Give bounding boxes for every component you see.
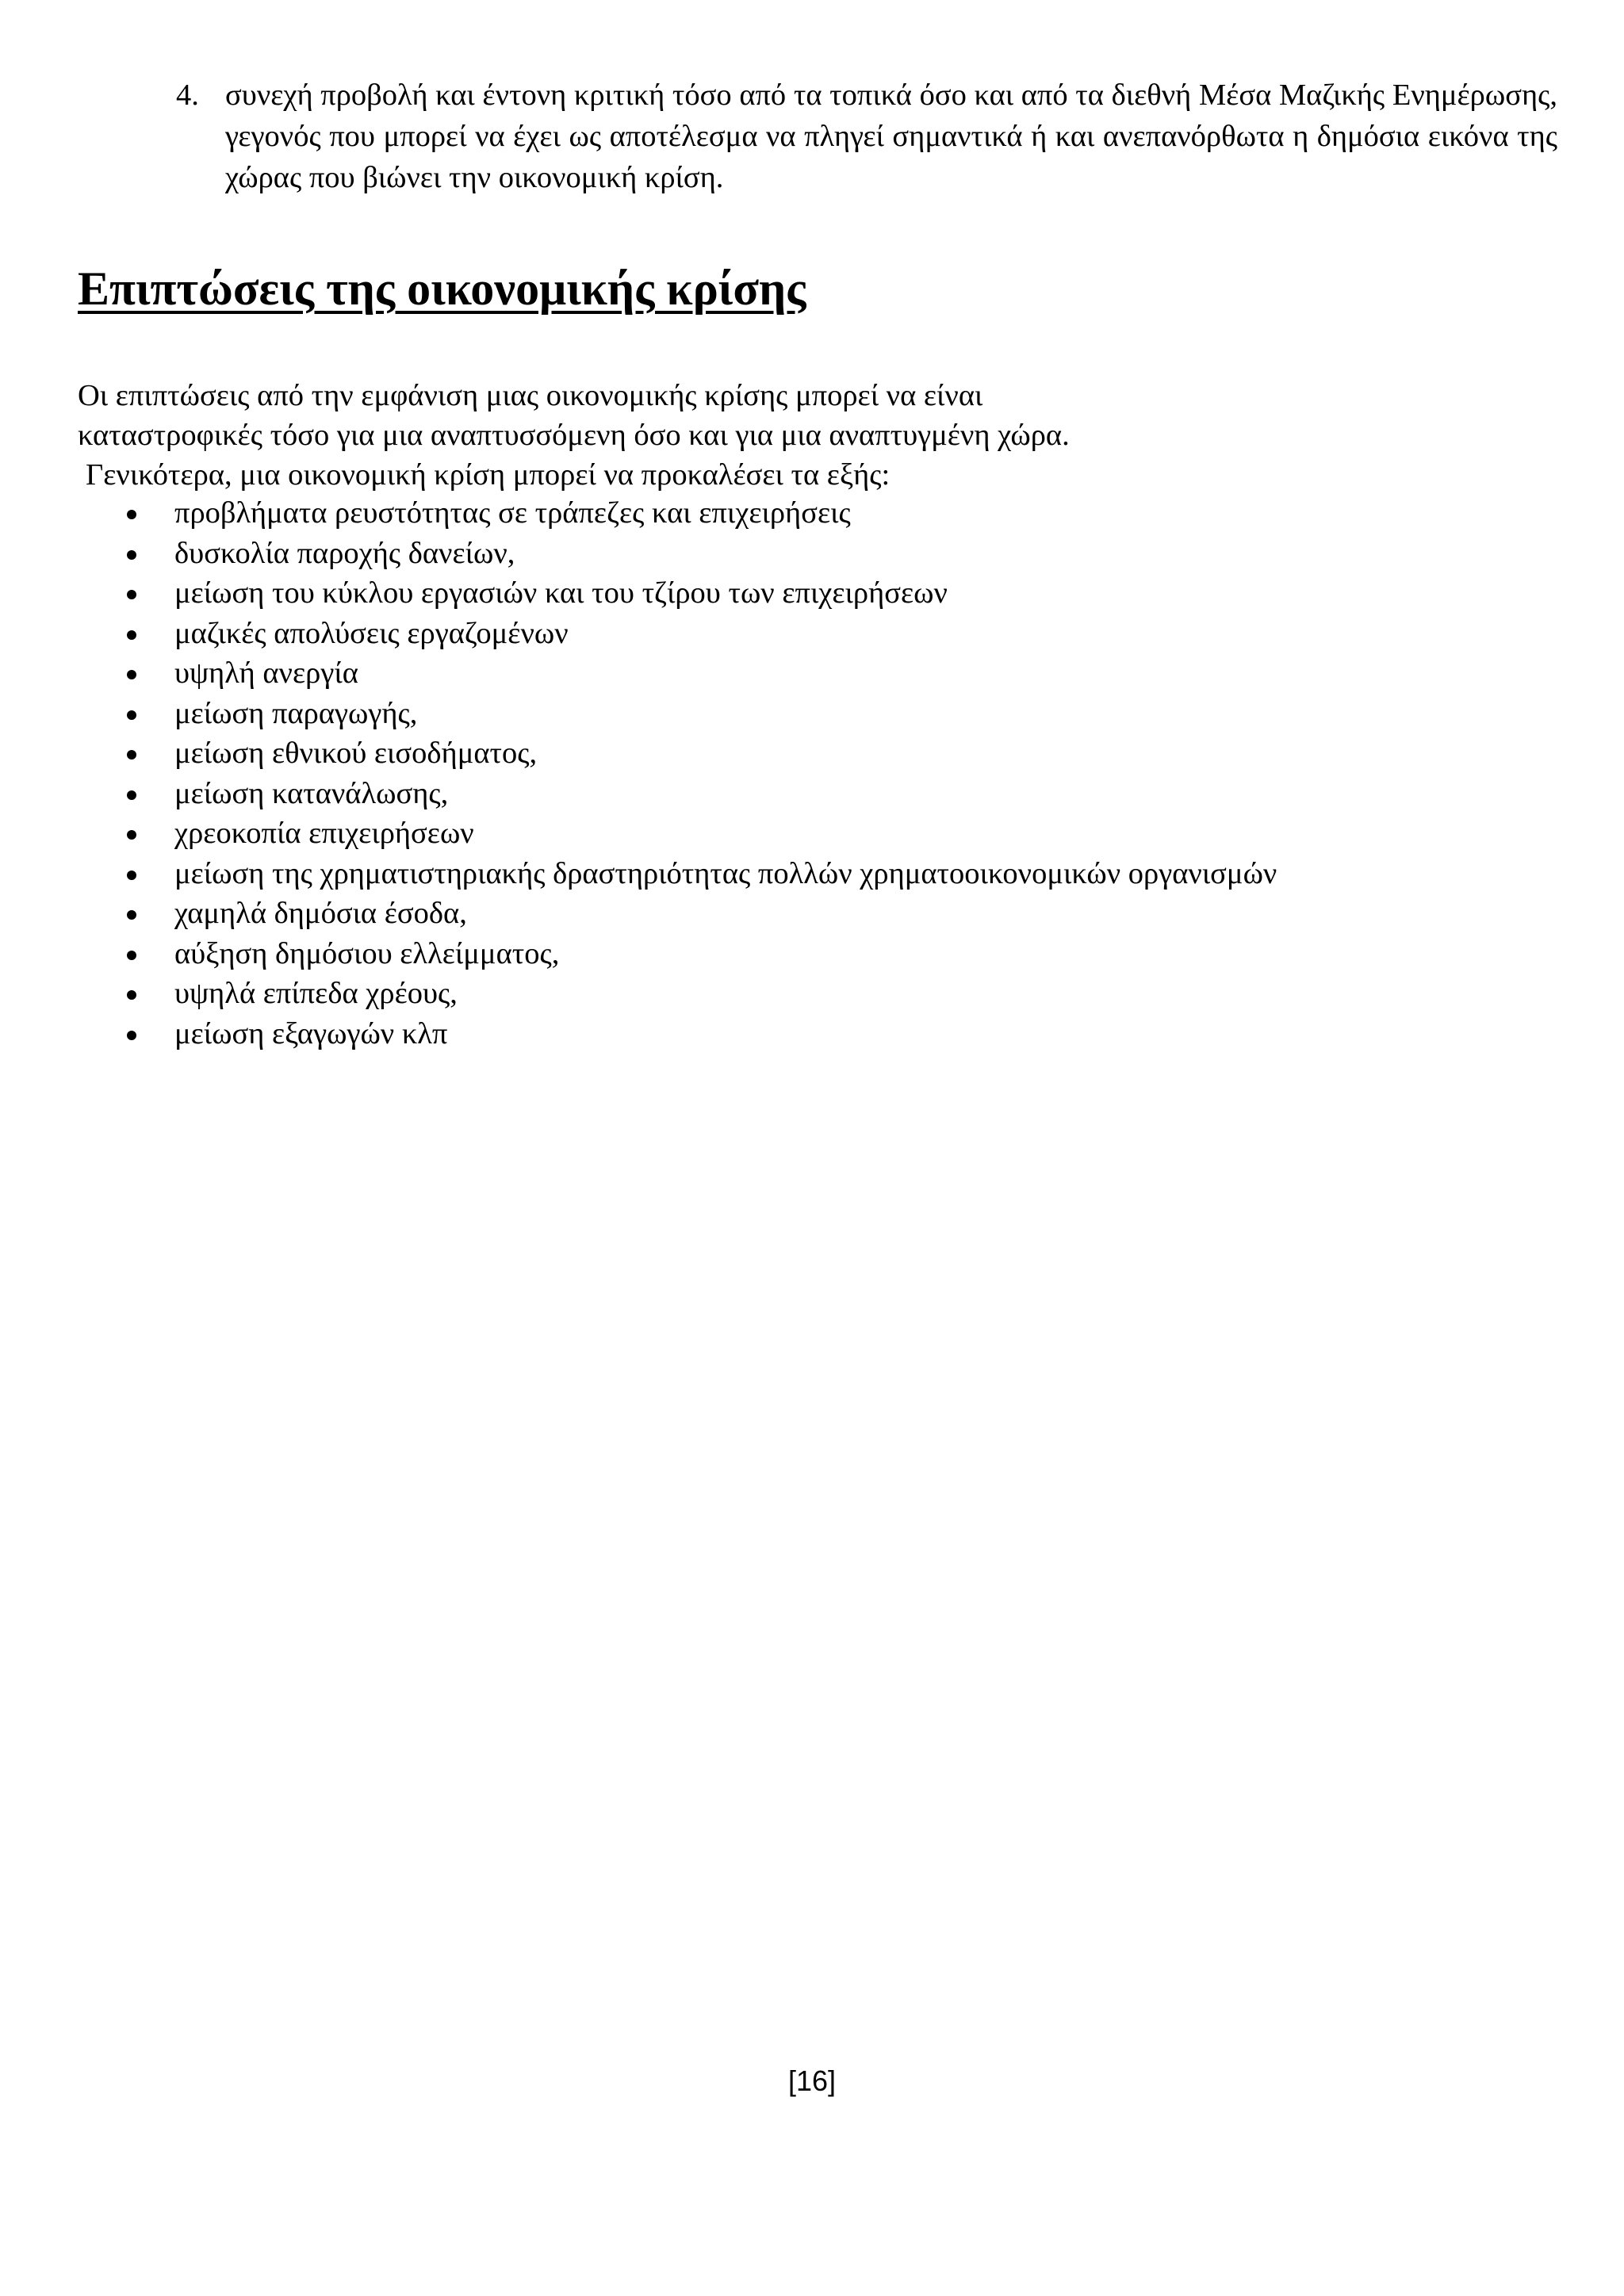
bullet-item: [119, 774, 1277, 814]
list-item-text: συνεχή προβολή και έντονη κριτική τόσο από τα τοπικά όσο και από τα διεθνή Μέσα Μαζικής Ενημέρωσης, γεγονός που μπορεί να έχει ως αποτέλεσμα να πληγεί σημαντικά ή και ανεπανόρθωτα η δημόσια εικόνα της χώρας που βιώνει την οικονομική κρίση.: [225, 78, 1557, 194]
bullet-icon: [127, 1031, 136, 1040]
bullet-text: μείωση κατανάλωσης,: [174, 776, 449, 810]
bullet-item: [119, 694, 1277, 734]
bullet-list: [119, 493, 1277, 1054]
bullet-icon: [127, 790, 136, 800]
list-item-number: 4.: [176, 78, 199, 112]
page-number: [16]: [787, 2064, 837, 2097]
bullet-icon: [127, 750, 136, 760]
section-heading: Επιπτώσεις της οικονομικής κρίσης: [78, 262, 806, 315]
bullet-text: υψηλή ανεργία: [174, 656, 358, 690]
bullet-icon: [127, 670, 136, 679]
numbered-list-item: [176, 75, 1557, 198]
bullet-item: [119, 894, 1277, 934]
intro-paragraph: [78, 376, 1568, 495]
bullet-item: [119, 493, 1277, 534]
bullet-text: χρεοκοπία επιχειρήσεων: [174, 817, 474, 850]
bullet-icon: [127, 910, 136, 920]
bullet-text: προβλήματα ρευστότητας σε τράπεζες και επιχειρήσεις: [174, 496, 851, 530]
bullet-item: [119, 813, 1277, 854]
bullet-icon: [127, 550, 136, 560]
bullet-text: μείωση παραγωγής,: [174, 696, 418, 730]
bullet-text: υψηλά επίπεδα χρέους,: [174, 977, 458, 1010]
bullet-item: [119, 653, 1277, 694]
bullet-item: [119, 1014, 1277, 1054]
bullet-text: δυσκολία παροχής δανείων,: [174, 536, 515, 570]
bullet-text: μείωση εθνικού εισοδήματος,: [174, 737, 538, 770]
bullet-icon: [127, 871, 136, 880]
bullet-icon: [127, 710, 136, 720]
bullet-item: [119, 854, 1277, 894]
intro-line: Οι επιπτώσεις από την εμφάνιση μιας οικονομικής κρίσης μπορεί να είναι: [78, 379, 983, 412]
bullet-text: μαζικές απολύσεις εργαζομένων: [174, 616, 569, 650]
bullet-text: μείωση του κύκλου εργασιών και του τζίρου των επιχειρήσεων: [174, 576, 948, 610]
bullet-item: [119, 534, 1277, 574]
bullet-item: [119, 573, 1277, 614]
bullet-icon: [127, 990, 136, 1000]
bullet-icon: [127, 510, 136, 519]
bullet-icon: [127, 590, 136, 599]
bullet-item: [119, 934, 1277, 974]
bullet-text: μείωση της χρηματιστηριακής δραστηριότητας πολλών χρηματοοικονομικών οργανισμών: [174, 856, 1277, 890]
bullet-icon: [127, 951, 136, 960]
intro-line: καταστροφικές τόσο για μια αναπτυσσόμενη όσο και για μια αναπτυγμένη χώρα.: [78, 419, 1070, 452]
bullet-text: αύξηση δημόσιου ελλείμματος,: [174, 936, 560, 970]
bullet-item: [119, 614, 1277, 654]
bullet-item: [119, 974, 1277, 1014]
bullet-icon: [127, 630, 136, 640]
intro-line: Γενικότερα, μια οικονομική κρίση μπορεί να προκαλέσει τα εξής:: [86, 458, 891, 492]
bullet-icon: [127, 830, 136, 840]
bullet-text: χαμηλά δημόσια έσοδα,: [174, 897, 467, 930]
bullet-item: [119, 733, 1277, 774]
bullet-text: μείωση εξαγωγών κλπ: [174, 1016, 448, 1050]
